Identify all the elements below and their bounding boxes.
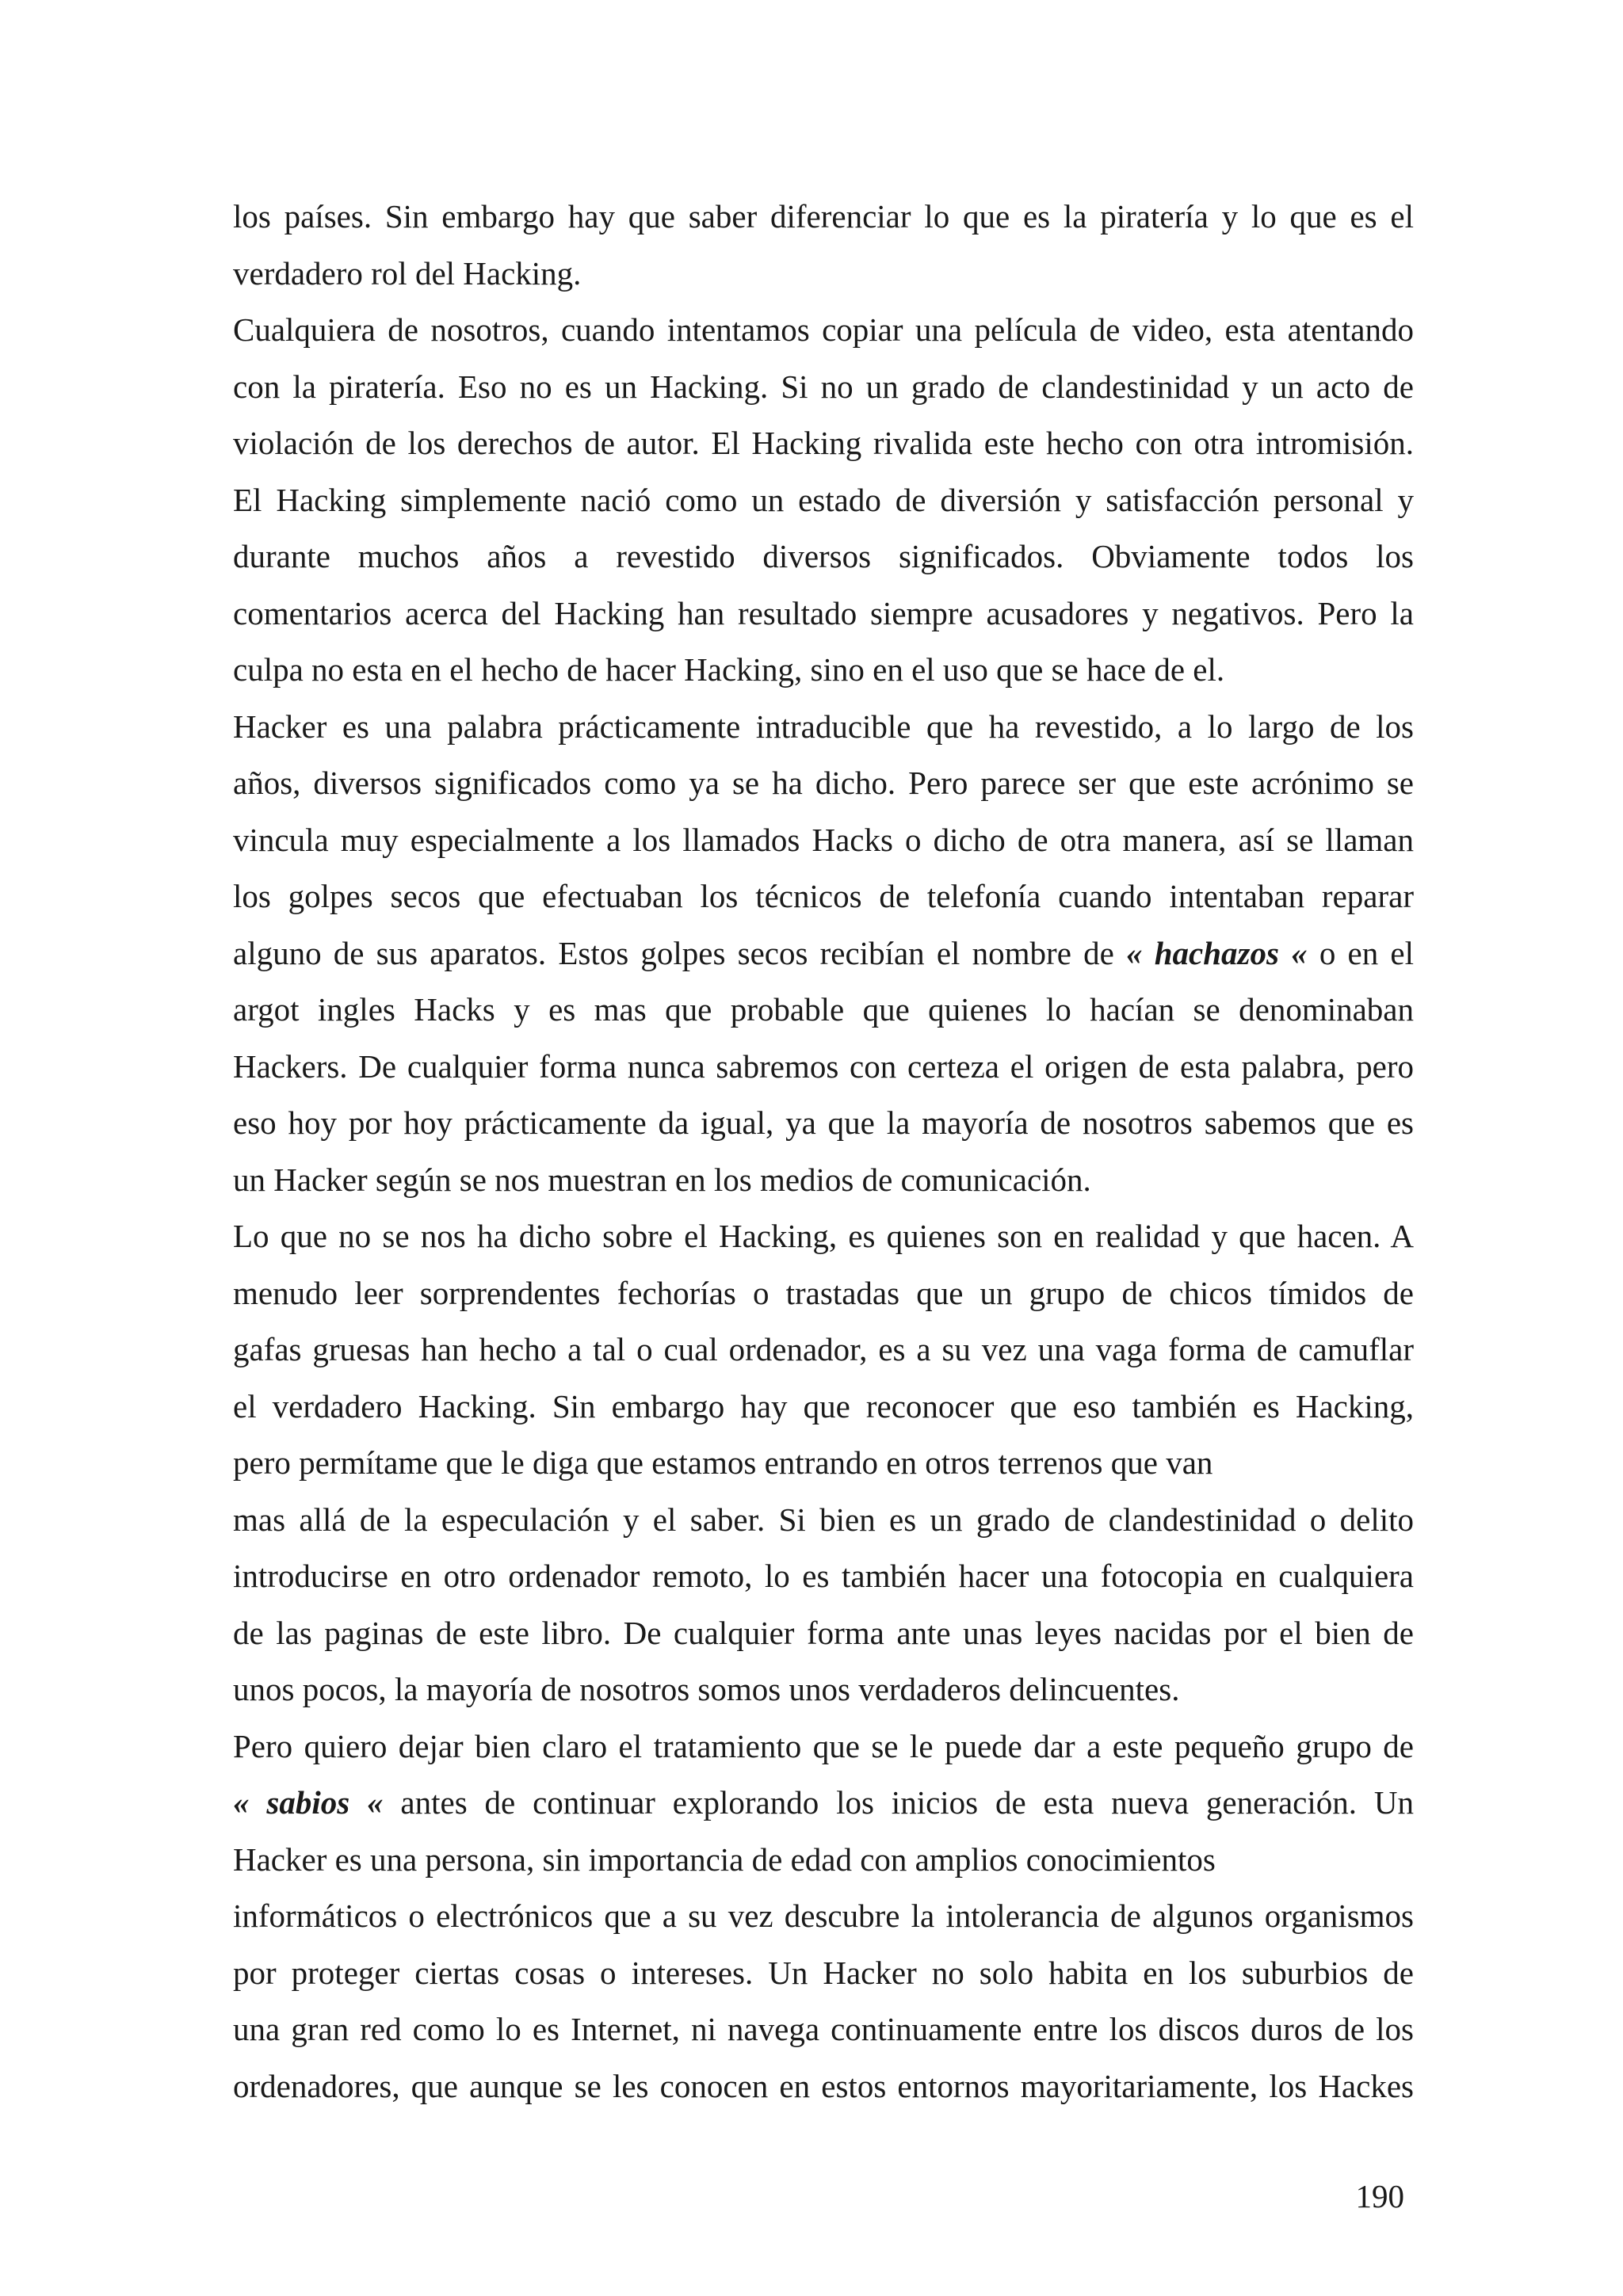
- text-line: mas allá de la especulación y el saber. Si bien es un grado de clandestinidad o delito: [233, 1501, 1414, 1538]
- text-segment: antes de continuar explorando los inicios de esta nueva generación. Un: [383, 1784, 1414, 1821]
- text-line: con la piratería. Eso no es un Hacking. Si no un grado de clandestinidad y un acto de: [233, 368, 1414, 405]
- text-line: ordenadores, que aunque se les conocen en estos entornos mayoritariamente, los Hackes: [233, 2067, 1414, 2104]
- text-line: los golpes secos que efectuaban los técnicos de telefonía cuando intentaban reparar: [233, 878, 1414, 914]
- text-line: Hacker es una persona, sin importancia de edad con amplios conocimientos: [233, 1840, 1216, 1878]
- text-line: los países. Sin embargo hay que saber diferenciar lo que es la piratería y lo que es el: [233, 198, 1414, 235]
- text-line: Hackers. De cualquier forma nunca sabremos con certeza el origen de esta palabra, pero: [233, 1047, 1414, 1085]
- text-line: pero permítame que le diga que estamos entrando en otros terrenos que van: [233, 1444, 1213, 1481]
- emphasis-hachazos: « hachazos «: [1126, 934, 1308, 971]
- text-line: verdadero rol del Hacking.: [233, 254, 582, 292]
- text-line: Cualquiera de nosotros, cuando intentamos copiar una película de video, esta atentando: [233, 311, 1414, 348]
- body-text: [233, 189, 1414, 2115]
- text-line: argot ingles Hacks y es mas que probable que quienes lo hacían se denominaban: [233, 991, 1414, 1028]
- text-line: años, diversos significados como ya se ha dicho. Pero parece ser que este acrónimo se: [233, 765, 1414, 801]
- text-line: de las paginas de este libro. De cualquier forma ante unas leyes nacidas por el bien de: [233, 1614, 1414, 1651]
- text-line: violación de los derechos de autor. El Hacking rivalida este hecho con otra intromisión.: [233, 425, 1414, 461]
- text-line: El Hacking simplemente nació como un estado de diversión y satisfacción personal y: [233, 481, 1414, 518]
- page-number: 190: [1355, 2178, 1404, 2214]
- text-line: un Hacker según se nos muestran en los medios de comunicación.: [233, 1161, 1091, 1198]
- text-line: informáticos o electrónicos que a su vez descubre la intolerancia de algunos organismos: [233, 1897, 1414, 1934]
- text-line: gafas gruesas han hecho a tal o cual ordenador, es a su vez una vaga forma de camuflar: [233, 1331, 1414, 1367]
- text-line-sabios: [233, 1775, 1414, 1832]
- text-line: durante muchos años a revestido diversos significados. Obviamente todos los: [233, 538, 1414, 574]
- text-segment: o en el: [1307, 934, 1415, 971]
- text-line: eso hoy por hoy prácticamente da igual, ya que la mayoría de nosotros sabemos que es: [233, 1104, 1414, 1141]
- text-line: Lo que no se nos ha dicho sobre el Hacking, es quienes son en realidad y que hacen. A: [233, 1218, 1414, 1254]
- text-line: por proteger ciertas cosas o intereses. Un Hacker no solo habita en los suburbios de: [233, 1954, 1414, 1991]
- text-line: Hacker es una palabra prácticamente intraducible que ha revestido, a lo largo de los: [233, 707, 1414, 745]
- text-line: el verdadero Hacking. Sin embargo hay que reconocer que eso también es Hacking,: [233, 1387, 1414, 1425]
- text-line: comentarios acerca del Hacking han resultado siempre acusadores y negativos. Pero la: [233, 594, 1414, 631]
- text-line: unos pocos, la mayoría de nosotros somos unos verdaderos delincuentes.: [233, 1671, 1180, 1707]
- text-line: introducirse en otro ordenador remoto, lo es también hacer una fotocopia en cualquiera: [233, 1558, 1414, 1594]
- text-line: culpa no esta en el hecho de hacer Hacking, sino en el uso que se hace de el.: [233, 651, 1225, 688]
- text-line-hachazos: [233, 925, 1414, 982]
- text-line: vincula muy especialmente a los llamados Hacks o dicho de otra manera, así se llaman: [233, 821, 1414, 858]
- emphasis-sabios: « sabios «: [233, 1784, 384, 1821]
- text-line: Pero quiero dejar bien claro el tratamiento que se le puede dar a este pequeño grupo de: [233, 1727, 1414, 1764]
- text-segment: alguno de sus aparatos. Estos golpes secos recibían el nombre de: [233, 934, 1126, 971]
- text-line: una gran red como lo es Internet, ni navega continuamente entre los discos duros de los: [233, 2011, 1414, 2047]
- text-line: menudo leer sorprendentes fechorías o trastadas que un grupo de chicos tímidos de: [233, 1274, 1414, 1311]
